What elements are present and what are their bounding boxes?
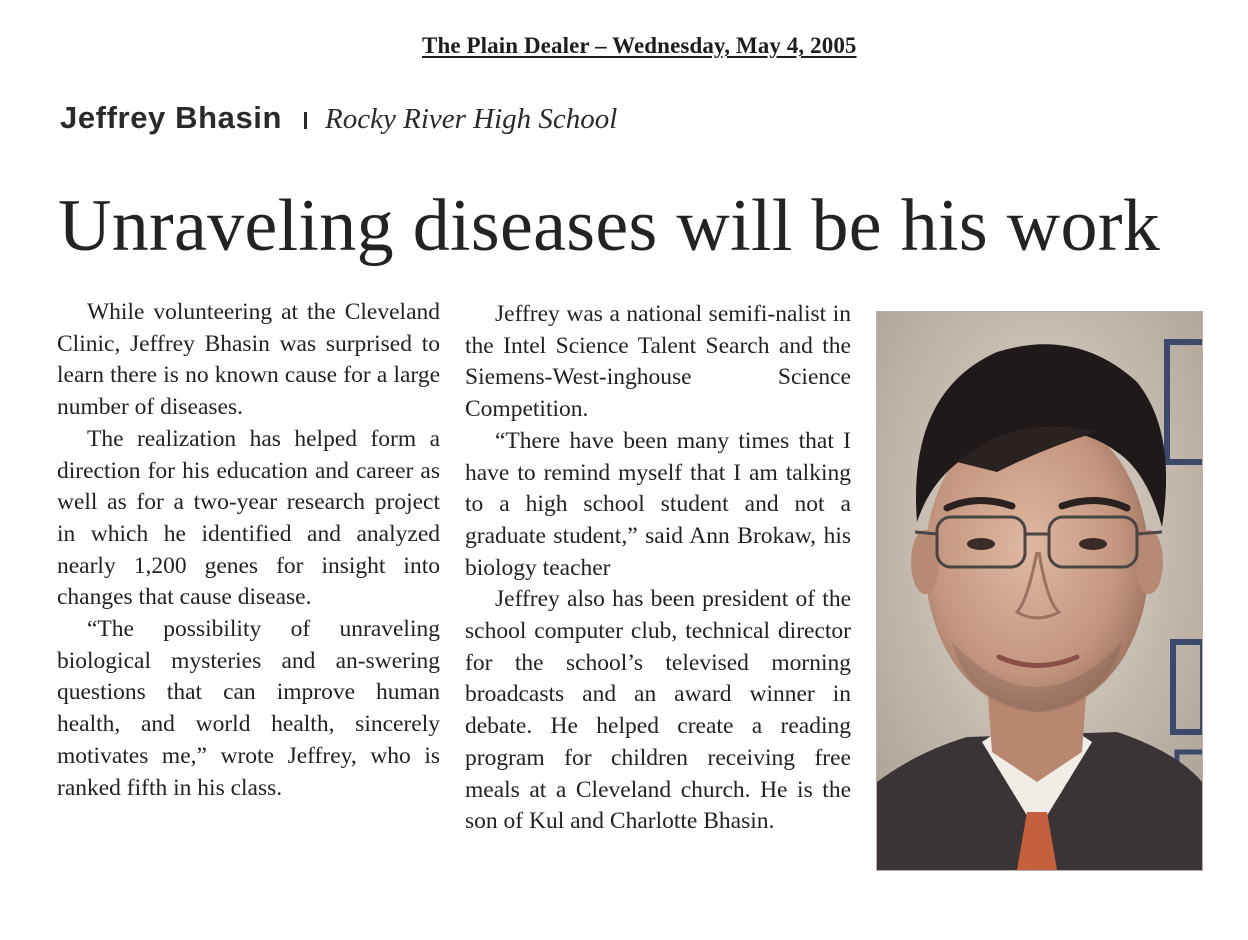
paragraph: Jeffrey was a national semifi-nalist in the Intel Science Talent Search and the Siemens-West-inghouse Science Competition. <box>465 301 851 423</box>
headline: Unraveling diseases will be his work <box>58 185 1161 267</box>
paragraph: The realization has helped form a direction for his education and career as well as for a two-year research project in which he identified and analyzed nearly 1,200 genes for insight into changes that cause disease. <box>57 425 440 611</box>
article-column-1 <box>57 297 440 804</box>
byline-school: Rocky River High School <box>325 103 618 135</box>
paragraph: “The possibility of unraveling biological mysteries and an-swering questions that can improve human health, and world health, sincerely motivates me,” wrote Jeffrey, who is ranked fifth in his class. <box>57 616 440 801</box>
byline <box>60 100 617 136</box>
paragraph: While volunteering at the Cleveland Clinic, Jeffrey Bhasin was surprised to learn there is no known cause for a large number of diseases. <box>57 299 440 421</box>
article-column-2 <box>465 299 851 838</box>
byline-author: Jeffrey Bhasin <box>60 100 283 135</box>
portrait-photo <box>876 311 1203 871</box>
paragraph: “There have been many times that I have to remind myself that I am talking to a high school student and not a graduate student,” said Ann Brokaw, his biology teacher <box>465 427 851 581</box>
portrait-photo-icon <box>877 312 1202 870</box>
paragraph: Jeffrey also has been president of the school computer club, technical director for the school’s televised morning broadcasts and an award winner in debate. He helped create a reading program for children receiving free meals at a Cleveland church. He is the son of Kul and Charlotte Bhasin. <box>465 586 851 835</box>
byline-separator <box>304 112 307 129</box>
masthead: The Plain Dealer – Wednesday, May 4, 2005 <box>422 33 857 58</box>
